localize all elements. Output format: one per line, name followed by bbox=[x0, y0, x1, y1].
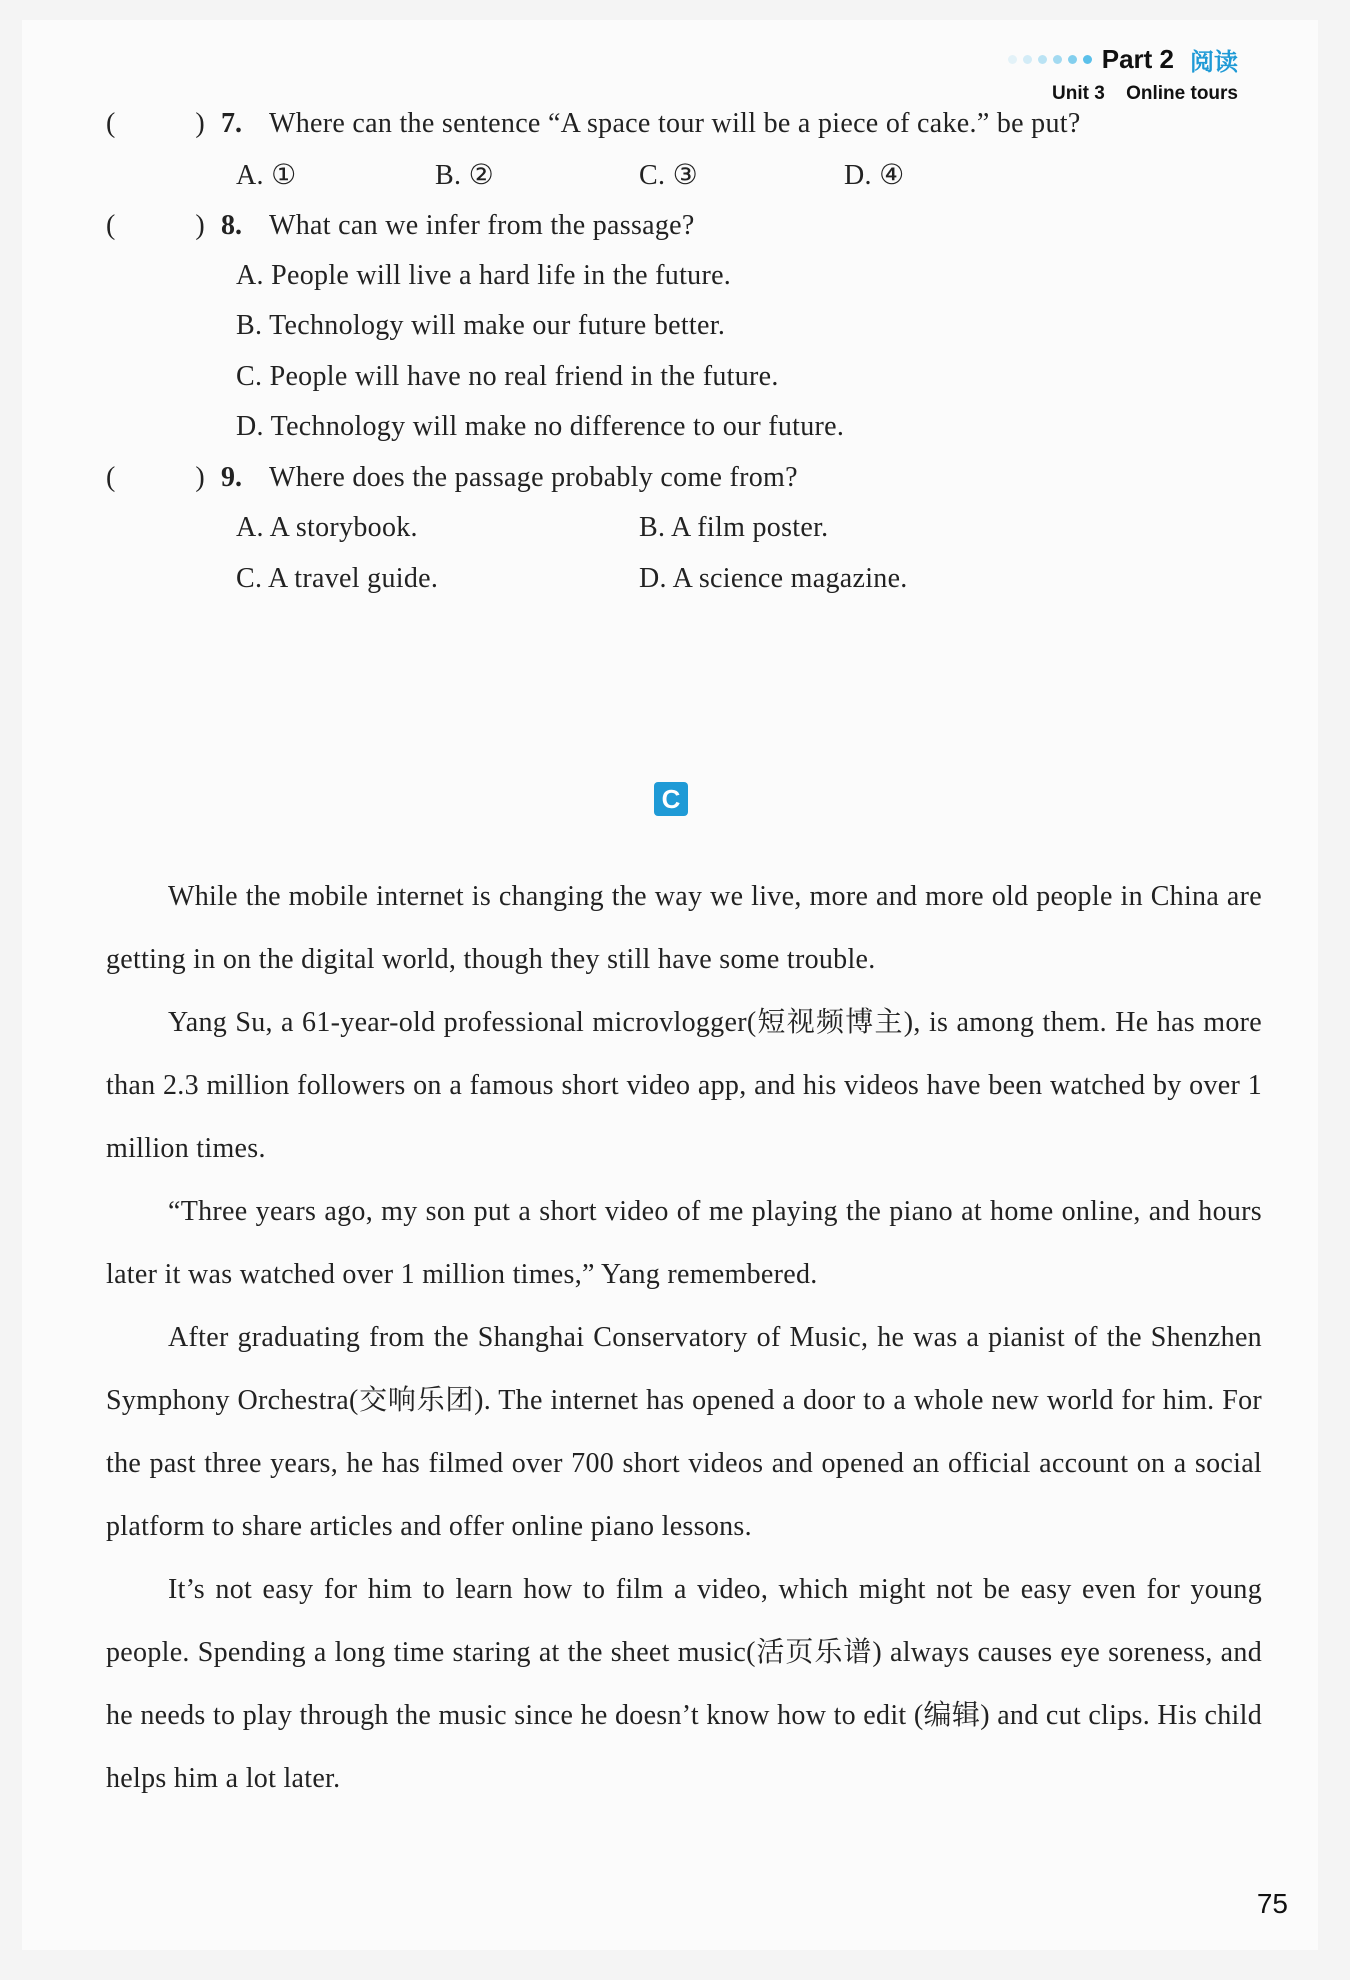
decorative-dots-icon bbox=[1008, 55, 1092, 64]
section-title: 阅读 bbox=[1190, 48, 1238, 76]
question-text: What can we infer from the passage? bbox=[269, 210, 695, 241]
option-c: C. ③ bbox=[639, 160, 698, 191]
question-number: 7. bbox=[221, 108, 242, 139]
option-a: A. A storybook. bbox=[236, 512, 418, 543]
option-b: B. ② bbox=[435, 160, 494, 191]
option-d: D. ④ bbox=[844, 160, 905, 191]
option-d: D. Technology will make no difference to our future. bbox=[236, 411, 845, 442]
unit-title: Online tours bbox=[1126, 83, 1238, 104]
option-c: C. A travel guide. bbox=[236, 563, 439, 594]
passage-paragraph: While the mobile internet is changing the way we live, more and more old people in China are getting in on the digital world, though they still have some trouble. bbox=[106, 881, 1262, 975]
option-b: B. A film poster. bbox=[639, 512, 829, 543]
page-header bbox=[1008, 42, 1238, 105]
option-a: A. People will live a hard life in the future. bbox=[236, 260, 732, 291]
reading-passage bbox=[106, 865, 1262, 1810]
question-text: Where can the sentence “A space tour will be a piece of cake.” be put? bbox=[269, 108, 1081, 139]
page-number: 75 bbox=[1256, 1888, 1288, 1919]
answer-blank[interactable]: ( ) bbox=[106, 210, 205, 241]
answer-blank[interactable]: ( ) bbox=[106, 108, 205, 139]
passage-paragraph: Yang Su, a 61-year-old professional microvlogger(短视频博主), is among them. He has more than 2.3 million followers on a famous short video app, and his videos have been watched by over 1 million times. bbox=[106, 1007, 1262, 1164]
answer-blank[interactable]: ( ) bbox=[106, 462, 205, 493]
question-number: 9. bbox=[221, 462, 242, 493]
question-text: Where does the passage probably come from? bbox=[269, 462, 798, 493]
passage-paragraph: It’s not easy for him to learn how to film a video, which might not be easy even for young people. Spending a long time staring at the sheet music(活页乐谱) always causes eye soreness, and he needs to play through the music since he doesn’t know how to edit (编辑) and cut clips. His child helps him a lot later. bbox=[106, 1574, 1262, 1794]
question-number: 8. bbox=[221, 210, 242, 241]
option-c: C. People will have no real friend in the future. bbox=[236, 361, 779, 392]
textbook-page bbox=[22, 20, 1318, 1950]
option-b: B. Technology will make our future better. bbox=[236, 310, 726, 341]
part-label: Part 2 bbox=[1101, 44, 1174, 74]
option-d: D. A science magazine. bbox=[639, 563, 908, 594]
section-c-badge: C bbox=[654, 782, 688, 816]
unit-label: Unit 3 bbox=[1052, 83, 1105, 104]
passage-paragraph: After graduating from the Shanghai Conservatory of Music, he was a pianist of the Shenzhen Symphony Orchestra(交响乐团). The internet has opened a door to a whole new world for him. For the past three years, he has filmed over 700 short videos and opened an official account on a social platform to share articles and offer online piano lessons. bbox=[106, 1322, 1262, 1542]
option-a: A. ① bbox=[236, 160, 297, 191]
passage-paragraph: “Three years ago, my son put a short video of me playing the piano at home online, and hours later it was watched over 1 million times,” Yang remembered. bbox=[106, 1196, 1262, 1290]
